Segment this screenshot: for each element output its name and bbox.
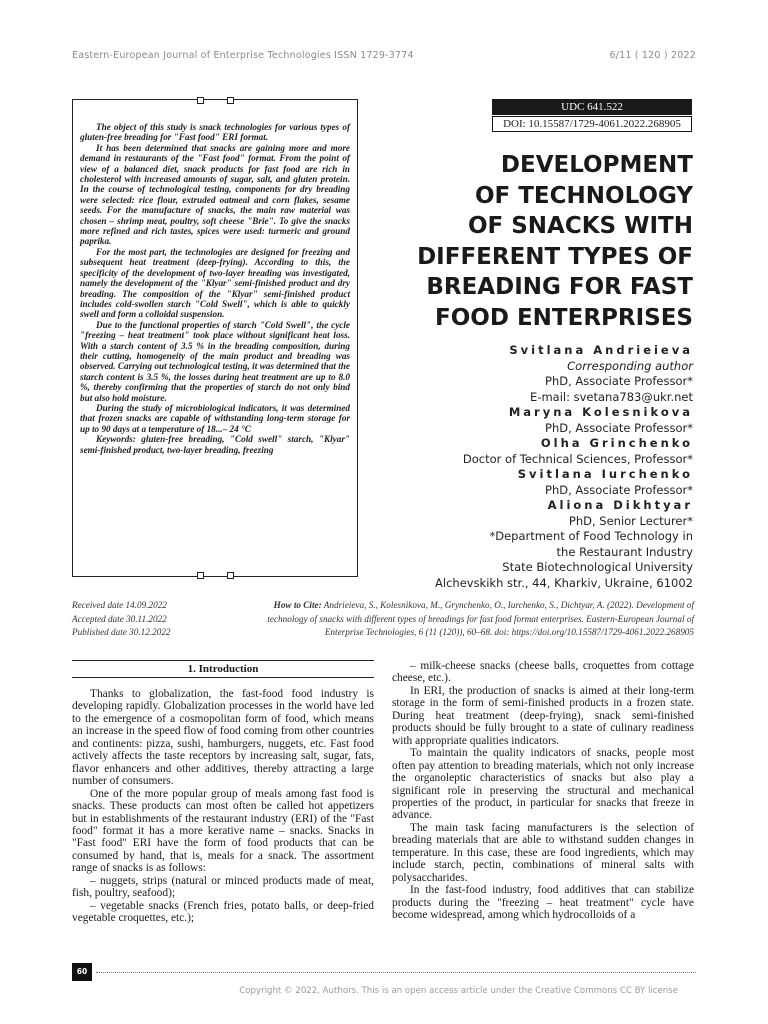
author-name: Svitlana Iurchenko <box>517 467 693 481</box>
journal-header: Eastern-European Journal of Enterprise Technologies ISSN 1729-3774 <box>72 50 414 61</box>
body-paragraph: One of the more popular group of meals among fast food is snacks. These products can most often be called hot appetizers but in establishments of the restaurant industry (ERI) of the "Fast food" format it has a more kerative name – snacks. Snacks in "Fast food" ERI have the form of food products that can be consumed by hand, that is, meals for a snack. The assortment range of snacks is as follows: <box>72 787 374 875</box>
author-email[interactable]: E-mail: svetana783@ukr.net <box>530 389 693 404</box>
abstract-paragraph: Due to the functional properties of starch "Cold Swell", the cycle "freezing – heat treatment" took place without significant heat loss. With a starch content of 3.5 % in the breading composition, during their cutting, homogeneity of the main product and breading was observed. Carrying out technological testing, it was determined that the starch content is 3.5 %, the losses during heat treatment are up to 8.0 %, thereby confirming that the properties of starch do not only bind but also hold moisture. <box>80 319 350 403</box>
accepted-date: Accepted date 30.11.2022 <box>72 613 167 624</box>
frame-marker <box>197 97 204 104</box>
title-line: DIFFERENT TYPES OF <box>417 243 693 270</box>
body-paragraph: – milk-cheese snacks (cheese balls, croquettes from cottage cheese, etc.). <box>392 660 694 685</box>
page-number: 60 <box>72 963 92 981</box>
abstract-paragraph: The object of this study is snack technologies for various types of gluten-free breading for "Fast food" ERI format. <box>80 122 350 143</box>
frame-marker <box>197 572 204 579</box>
keywords: Keywords: gluten-free breading, "Cold swell" starch, "Klyar" semi-finished product, two-layer breading, freezing <box>80 434 350 455</box>
title-line: OF SNACKS WITH <box>467 213 693 239</box>
issue-header: 6/11 ( 120 ) 2022 <box>609 50 696 61</box>
body-paragraph: To maintain the quality indicators of snacks, people most often pay attention to breading materials, which not only increase the organoleptic characteristics of snacks but also play a significant role in preserving the structural and mechanical properties of the product, in particular for snacks that freeze in advance. <box>392 747 694 822</box>
body-paragraph: Thanks to globalization, the fast-food food industry is developing rapidly. Globalization processes in the world have led to the emergence of a cosmopolitan form of food, which means an increase in the speed flow of food coming from other countries and continents: pizza, sushi, hamburgers, nuggets, etc. Fast food actively affects the taste receptors by increasing salt, sugar, fats, flavor enhancers and other additives, thereby attracting a large number of consumers. <box>72 688 374 788</box>
body-paragraph: In the fast-food industry, food additives that can stabilize products during the "freezing – heat treatment" cycle have become widespread, among which hydrocolloids of a <box>392 884 694 922</box>
title-line: DEVELOPMENT <box>500 152 693 178</box>
body-paragraph: The main task facing manufacturers is the selection of breading materials that are able to withstand sudden changes in temperature. In this case, these are food ingredients, which may include starch, pectin, combinations of mineral salts with polysaccharides. <box>392 821 694 884</box>
copyright-footer: Copyright © 2022, Authors. This is an open access article under the Creative Commons CC BY license <box>239 986 678 996</box>
citation-text: Andrieieva, S., Kolesnikova, M., Grynchenko, O., Iurchenko, S., Dichtyar, A. (2022). Development of technology of snacks with different types of breadings for fast food format enterprises. Eastern-European Journal of Enterprise Technologies, 6 (11 (120)), 60–68. doi: https://doi.org/10.15587/1729-4061.2022.268905 <box>267 600 694 637</box>
author-degree: PhD, Associate Professor* <box>545 374 693 388</box>
author-name: Maryna Kolesnikova <box>508 405 693 419</box>
body-paragraph: – nuggets, strips (natural or minced products made of meat, fish, poultry, seafood); <box>72 874 374 900</box>
section-heading: 1. Introduction <box>72 660 374 678</box>
body-paragraph: In ERI, the production of snacks is aimed at their long-term storage in the form of semi-finished products in a frozen state. During heat treatment (deep-frying), snack semi-finished products should be fully brought to a state of culinary readiness with appropriate qualities indicators. <box>392 684 694 747</box>
body-paragraph: – vegetable snacks (French fries, potato balls, or deep-fried vegetable croquettes, etc.); <box>72 899 374 925</box>
citation <box>238 599 694 640</box>
right-column <box>392 660 694 922</box>
author-degree: PhD, Associate Professor* <box>545 482 693 497</box>
abstract-paragraph: It has been determined that snacks are gaining more and more demand in restaurants of the "Fast food" format. From the point of view of a balanced diet, snack products for fast food are rich in cholesterol with increased amounts of sugar, salt, and gluten protein. In the course of technological testing, components for dry breading were selected: rice flour, extruded oatmeal and corn flakes, sesame seeds. For the manufacture of snacks, the main raw material was chosen – shrimp meat, poultry, soft cheese "Brie". To give the snacks more refined and rich tastes, spices were used: turmeric and ground paprika. <box>80 142 350 247</box>
published-date: Published date 30.12.2022 <box>72 627 171 637</box>
title-line: FOOD ENTERPRISES <box>435 304 693 331</box>
affiliation-line: the Restaurant Industry <box>556 544 693 559</box>
title-line: BREADING FOR FAST <box>426 274 693 300</box>
paper-title <box>393 150 693 333</box>
author-degree: PhD, Associate Professor* <box>545 420 693 435</box>
udc-code: UDC 641.522 <box>492 99 692 115</box>
abstract-paragraph: For the most part, the technologies are designed for freezing and subsequent heat treatment (deep-frying). According to this, the specificity of the development of two-layer breading was investigated, namely the development of the "Klyar" semi-finished product and dry breading. The composition of the "Klyar" semi-finished product includes cold-swollen starch "Cold Swell", which is able to quickly swell and form a colloidal suspension. <box>80 246 350 320</box>
frame-marker <box>227 572 234 579</box>
affiliation-line: State Biotechnological University <box>502 560 693 574</box>
author-name: Olha Grinchenko <box>540 436 693 450</box>
footer-divider <box>96 972 696 973</box>
author-name: Aliona Dikhtyar <box>547 498 693 512</box>
frame-marker <box>227 97 234 104</box>
author-degree: Doctor of Technical Sciences, Professor* <box>462 451 693 466</box>
affiliation-line: Alchevskikh str., 44, Kharkiv, Ukraine, 61002 <box>435 575 693 590</box>
abstract-paragraph: During the study of microbiological indicators, it was determined that frozen snacks are capable of withstanding long-term storage for up to 90 days at a temperature of 18...– 24 °C <box>80 402 350 434</box>
received-date: Received date 14.09.2022 <box>72 600 167 610</box>
title-line: OF TECHNOLOGY <box>474 182 693 209</box>
citation-label: How to Cite: <box>273 600 322 610</box>
affiliation-line: *Department of Food Technology in <box>489 529 693 543</box>
doi-link[interactable]: DOI: 10.15587/1729-4061.2022.268905 <box>492 116 692 132</box>
left-column <box>72 660 374 925</box>
abstract <box>80 122 350 455</box>
author-list <box>393 343 693 591</box>
author-role: Corresponding author <box>567 358 693 373</box>
article-dates <box>72 599 171 640</box>
author-degree: PhD, Senior Lecturer* <box>568 513 693 528</box>
author-name: Svitlana Andrieieva <box>509 343 693 357</box>
